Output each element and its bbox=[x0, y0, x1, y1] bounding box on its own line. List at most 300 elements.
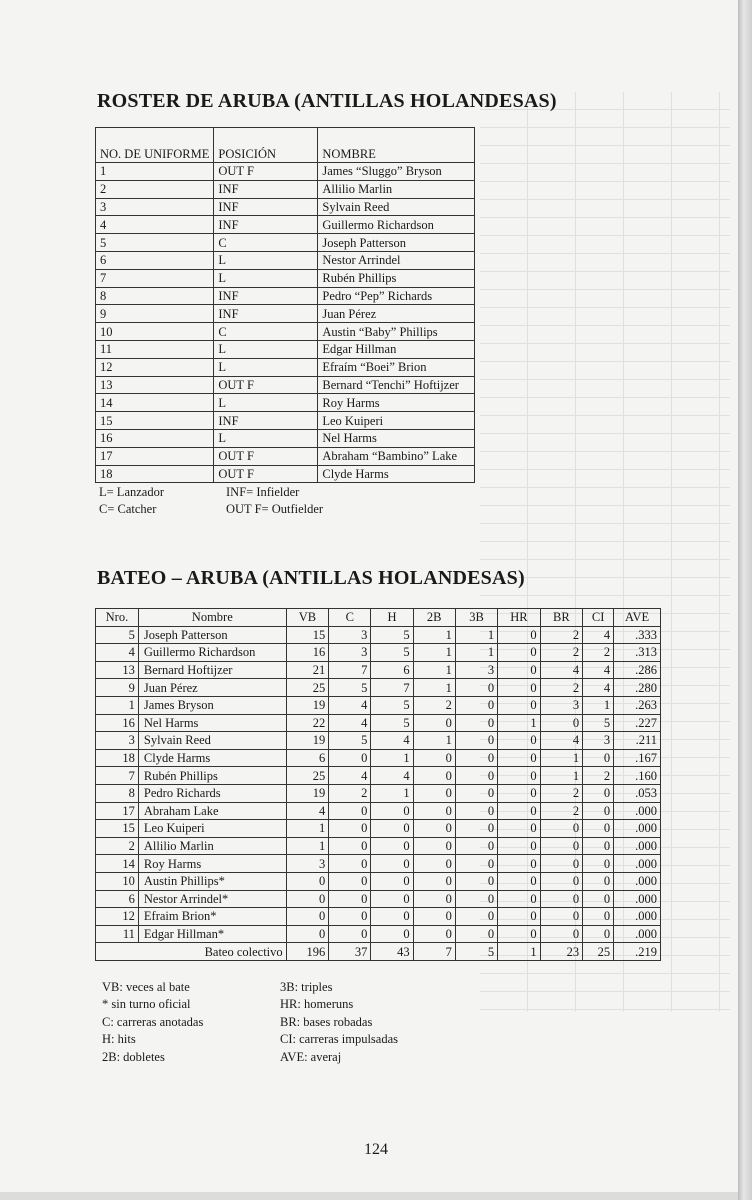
bateo-cell: .000 bbox=[614, 802, 661, 820]
roster-cell-nombre: Nestor Arrindel bbox=[318, 251, 475, 269]
bateo-cell: 0 bbox=[498, 767, 541, 785]
bateo-cell-nombre: Abraham Lake bbox=[138, 802, 286, 820]
roster-cell-posicion: INF bbox=[214, 412, 318, 430]
roster-cell-uniforme: 3 bbox=[96, 198, 214, 216]
roster-cell-posicion: INF bbox=[214, 198, 318, 216]
bateo-body bbox=[96, 626, 661, 960]
bateo-cell: 16 bbox=[286, 644, 329, 662]
bateo-cell: 7 bbox=[96, 767, 139, 785]
bateo-cell: 0 bbox=[498, 661, 541, 679]
bateo-cell: 17 bbox=[96, 802, 139, 820]
bateo-cell: 1 bbox=[413, 626, 455, 644]
roster-cell-uniforme: 6 bbox=[96, 251, 214, 269]
roster-cell-posicion: L bbox=[214, 340, 318, 358]
bateo-row bbox=[96, 626, 661, 644]
roster-row bbox=[96, 234, 475, 252]
roster-row bbox=[96, 465, 475, 483]
roster-row bbox=[96, 429, 475, 447]
roster-cell-uniforme: 15 bbox=[96, 412, 214, 430]
roster-cell-nombre: Leo Kuiperi bbox=[318, 412, 475, 430]
bateo-cell: 0 bbox=[455, 767, 497, 785]
bateo-cell: 0 bbox=[498, 908, 541, 926]
roster-cell-posicion: L bbox=[214, 251, 318, 269]
roster-cell-posicion: OUT F bbox=[214, 376, 318, 394]
roster-cell-nombre: Rubén Phillips bbox=[318, 269, 475, 287]
bateo-cell: 4 bbox=[583, 679, 614, 697]
bateo-cell: .000 bbox=[614, 890, 661, 908]
roster-row bbox=[96, 340, 475, 358]
bateo-cell: 1 bbox=[413, 661, 455, 679]
bateo-cell: 0 bbox=[455, 714, 497, 732]
roster-cell-nombre: Pedro “Pep” Richards bbox=[318, 287, 475, 305]
bateo-cell: 0 bbox=[371, 890, 413, 908]
bateo-total-cell: 37 bbox=[329, 943, 371, 961]
bateo-header-cell: H bbox=[371, 609, 413, 627]
bateo-cell: 0 bbox=[540, 837, 582, 855]
bateo-cell: 4 bbox=[286, 802, 329, 820]
bateo-cell-nombre: Austin Phillips* bbox=[138, 872, 286, 890]
bateo-cell: .053 bbox=[614, 784, 661, 802]
bateo-row bbox=[96, 872, 661, 890]
bateo-cell: 0 bbox=[413, 820, 455, 838]
bateo-cell: 0 bbox=[413, 767, 455, 785]
bateo-cell: 6 bbox=[371, 661, 413, 679]
bateo-row bbox=[96, 908, 661, 926]
bateo-cell: 0 bbox=[371, 820, 413, 838]
bateo-cell: 3 bbox=[329, 644, 371, 662]
bateo-cell: 0 bbox=[583, 908, 614, 926]
bateo-cell: 1 bbox=[540, 749, 582, 767]
legend-item: H: hits bbox=[102, 1032, 136, 1047]
bateo-cell: 1 bbox=[498, 714, 541, 732]
bateo-cell-nombre: Roy Harms bbox=[138, 855, 286, 873]
bateo-cell: 0 bbox=[583, 802, 614, 820]
roster-cell-posicion: INF bbox=[214, 216, 318, 234]
bateo-cell: 0 bbox=[583, 784, 614, 802]
bateo-cell: 0 bbox=[329, 890, 371, 908]
bateo-cell: 0 bbox=[329, 802, 371, 820]
bateo-cell: 2 bbox=[329, 784, 371, 802]
bateo-cell: .000 bbox=[614, 872, 661, 890]
bateo-cell: 0 bbox=[498, 820, 541, 838]
bateo-row bbox=[96, 644, 661, 662]
bateo-cell: 2 bbox=[413, 696, 455, 714]
bateo-cell: 0 bbox=[540, 908, 582, 926]
roster-row bbox=[96, 180, 475, 198]
bateo-total-label: Bateo colectivo bbox=[96, 943, 287, 961]
bateo-cell: 1 bbox=[455, 626, 497, 644]
bateo-cell: 19 bbox=[286, 696, 329, 714]
roster-cell-nombre: Joseph Patterson bbox=[318, 234, 475, 252]
roster-cell-nombre: Allilio Marlin bbox=[318, 180, 475, 198]
bateo-cell: 0 bbox=[498, 696, 541, 714]
bateo-cell: 4 bbox=[371, 732, 413, 750]
roster-row bbox=[96, 287, 475, 305]
bateo-cell: 0 bbox=[583, 872, 614, 890]
bateo-cell: 5 bbox=[329, 732, 371, 750]
bateo-cell: 0 bbox=[413, 855, 455, 873]
legend-item: C: carreras anotadas bbox=[102, 1014, 204, 1029]
bateo-cell: 4 bbox=[583, 661, 614, 679]
roster-cell-uniforme: 9 bbox=[96, 305, 214, 323]
bateo-cell: 1 bbox=[413, 644, 455, 662]
bateo-cell: 22 bbox=[286, 714, 329, 732]
roster-title: ROSTER DE ARUBA (ANTILLAS HOLANDESAS) bbox=[97, 90, 557, 112]
roster-cell-nombre: Clyde Harms bbox=[318, 465, 475, 483]
roster-cell-nombre: Guillermo Richardson bbox=[318, 216, 475, 234]
bateo-cell: 0 bbox=[498, 837, 541, 855]
legend-item: HR: homeruns bbox=[280, 997, 354, 1012]
bateo-cell: 1 bbox=[583, 696, 614, 714]
roster-cell-uniforme: 2 bbox=[96, 180, 214, 198]
bateo-cell: 2 bbox=[540, 626, 582, 644]
bateo-row bbox=[96, 749, 661, 767]
bateo-total-cell: 25 bbox=[583, 943, 614, 961]
bateo-cell: 0 bbox=[540, 925, 582, 943]
bateo-cell: 1 bbox=[371, 784, 413, 802]
bateo-title: BATEO – ARUBA (ANTILLAS HOLANDESAS) bbox=[97, 567, 525, 589]
roster-cell-posicion: L bbox=[214, 358, 318, 376]
bateo-cell-nombre: Guillermo Richardson bbox=[138, 644, 286, 662]
bateo-row bbox=[96, 837, 661, 855]
bateo-row bbox=[96, 802, 661, 820]
bateo-cell: 0 bbox=[413, 890, 455, 908]
bateo-cell: 0 bbox=[583, 749, 614, 767]
roster-row bbox=[96, 394, 475, 412]
bateo-cell: 0 bbox=[498, 890, 541, 908]
bateo-header-cell: 2B bbox=[413, 609, 455, 627]
bateo-cell: 8 bbox=[96, 784, 139, 802]
bateo-cell: .286 bbox=[614, 661, 661, 679]
bateo-legend-right bbox=[280, 979, 398, 1066]
bateo-total-row bbox=[96, 943, 661, 961]
bateo-header-cell: AVE bbox=[614, 609, 661, 627]
bateo-cell: 2 bbox=[583, 644, 614, 662]
bateo-cell-nombre: Clyde Harms bbox=[138, 749, 286, 767]
bateo-cell-nombre: Nel Harms bbox=[138, 714, 286, 732]
roster-body bbox=[96, 163, 475, 483]
bateo-cell: 0 bbox=[371, 855, 413, 873]
bateo-cell-nombre: Leo Kuiperi bbox=[138, 820, 286, 838]
roster-cell-posicion: L bbox=[214, 429, 318, 447]
bateo-cell: 0 bbox=[498, 644, 541, 662]
bateo-cell: 0 bbox=[583, 837, 614, 855]
roster-cell-posicion: L bbox=[214, 269, 318, 287]
bateo-cell: 16 bbox=[96, 714, 139, 732]
bateo-cell: 0 bbox=[540, 872, 582, 890]
legend-item: BR: bases robadas bbox=[280, 1014, 373, 1029]
roster-cell-nombre: Juan Pérez bbox=[318, 305, 475, 323]
roster-cell-uniforme: 1 bbox=[96, 163, 214, 181]
bateo-row bbox=[96, 679, 661, 697]
bateo-cell: 2 bbox=[540, 644, 582, 662]
bateo-cell: .000 bbox=[614, 855, 661, 873]
bateo-cell: 3 bbox=[329, 626, 371, 644]
page-number: 124 bbox=[364, 1141, 388, 1158]
roster-table bbox=[95, 127, 475, 483]
roster-cell-nombre: Roy Harms bbox=[318, 394, 475, 412]
bateo-cell: 5 bbox=[371, 626, 413, 644]
bateo-cell: 0 bbox=[540, 714, 582, 732]
bateo-cell: .000 bbox=[614, 908, 661, 926]
roster-cell-nombre: Nel Harms bbox=[318, 429, 475, 447]
bateo-cell: 3 bbox=[583, 732, 614, 750]
bateo-cell: 0 bbox=[498, 749, 541, 767]
bateo-cell: 0 bbox=[455, 872, 497, 890]
roster-cell-posicion: OUT F bbox=[214, 447, 318, 465]
roster-cell-uniforme: 11 bbox=[96, 340, 214, 358]
bateo-header-cell: Nro. bbox=[96, 609, 139, 627]
bateo-cell: 0 bbox=[540, 890, 582, 908]
bateo-cell: 3 bbox=[286, 855, 329, 873]
bateo-cell: 5 bbox=[371, 644, 413, 662]
roster-row bbox=[96, 198, 475, 216]
bateo-cell: 2 bbox=[96, 837, 139, 855]
bateo-cell: 7 bbox=[371, 679, 413, 697]
bateo-cell: 0 bbox=[455, 837, 497, 855]
legend-item: L= Lanzador bbox=[99, 485, 165, 499]
bateo-cell: 0 bbox=[455, 732, 497, 750]
roster-row bbox=[96, 305, 475, 323]
bateo-cell: 2 bbox=[540, 802, 582, 820]
bateo-cell-nombre: Edgar Hillman* bbox=[138, 925, 286, 943]
bateo-cell: 4 bbox=[583, 626, 614, 644]
roster-cell-uniforme: 12 bbox=[96, 358, 214, 376]
bateo-cell: 13 bbox=[96, 661, 139, 679]
roster-cell-nombre: Bernard “Tenchi” Hoftijzer bbox=[318, 376, 475, 394]
bateo-cell: 2 bbox=[540, 679, 582, 697]
bateo-cell: 0 bbox=[413, 802, 455, 820]
bateo-cell: 0 bbox=[455, 925, 497, 943]
roster-cell-uniforme: 16 bbox=[96, 429, 214, 447]
bateo-row bbox=[96, 925, 661, 943]
roster-cell-uniforme: 5 bbox=[96, 234, 214, 252]
bateo-cell: 4 bbox=[540, 661, 582, 679]
bateo-cell: .167 bbox=[614, 749, 661, 767]
roster-cell-uniforme: 7 bbox=[96, 269, 214, 287]
bateo-cell: 1 bbox=[286, 837, 329, 855]
roster-row bbox=[96, 412, 475, 430]
bateo-total-cell: 1 bbox=[498, 943, 541, 961]
roster-cell-posicion: OUT F bbox=[214, 163, 318, 181]
bateo-cell: 0 bbox=[498, 679, 541, 697]
bateo-cell-nombre: Rubén Phillips bbox=[138, 767, 286, 785]
bateo-legend-left bbox=[102, 979, 203, 1066]
bateo-cell-nombre: Joseph Patterson bbox=[138, 626, 286, 644]
bateo-cell: 4 bbox=[96, 644, 139, 662]
page-edge bbox=[738, 0, 752, 1200]
bateo-cell: 0 bbox=[455, 820, 497, 838]
bateo-cell: 4 bbox=[371, 767, 413, 785]
bateo-cell: 0 bbox=[583, 855, 614, 873]
bateo-cell: 0 bbox=[413, 908, 455, 926]
roster-cell-uniforme: 13 bbox=[96, 376, 214, 394]
bateo-cell: .280 bbox=[614, 679, 661, 697]
bateo-row bbox=[96, 732, 661, 750]
legend-item: INF= Infielder bbox=[226, 485, 300, 499]
roster-header-row bbox=[96, 128, 475, 163]
bateo-cell: 1 bbox=[455, 644, 497, 662]
roster-cell-posicion: C bbox=[214, 323, 318, 341]
bateo-cell: 0 bbox=[540, 820, 582, 838]
bateo-cell: 5 bbox=[329, 679, 371, 697]
bateo-cell: 0 bbox=[540, 855, 582, 873]
bateo-cell: 21 bbox=[286, 661, 329, 679]
roster-cell-nombre: Austin “Baby” Phillips bbox=[318, 323, 475, 341]
legend-item: * sin turno oficial bbox=[102, 997, 191, 1012]
bateo-cell: 1 bbox=[371, 749, 413, 767]
bateo-cell-nombre: Allilio Marlin bbox=[138, 837, 286, 855]
bateo-total-cell: 196 bbox=[286, 943, 329, 961]
bateo-cell: 0 bbox=[329, 820, 371, 838]
bateo-cell: 5 bbox=[371, 714, 413, 732]
bateo-cell: 0 bbox=[455, 802, 497, 820]
bateo-cell: 0 bbox=[286, 908, 329, 926]
bateo-cell: 0 bbox=[455, 784, 497, 802]
bateo-cell: 9 bbox=[96, 679, 139, 697]
bateo-cell: 1 bbox=[540, 767, 582, 785]
bateo-cell-nombre: Juan Pérez bbox=[138, 679, 286, 697]
roster-cell-uniforme: 10 bbox=[96, 323, 214, 341]
bateo-cell: .000 bbox=[614, 925, 661, 943]
bateo-cell: 5 bbox=[583, 714, 614, 732]
bateo-cell: 0 bbox=[413, 714, 455, 732]
bateo-total-cell: 23 bbox=[540, 943, 582, 961]
bateo-cell: .313 bbox=[614, 644, 661, 662]
bateo-cell: 12 bbox=[96, 908, 139, 926]
bateo-cell: 15 bbox=[96, 820, 139, 838]
legend-item: CI: carreras impulsadas bbox=[280, 1032, 399, 1047]
bateo-cell: 25 bbox=[286, 679, 329, 697]
bateo-header-cell: BR bbox=[540, 609, 582, 627]
roster-cell-uniforme: 4 bbox=[96, 216, 214, 234]
legend-item: C= Catcher bbox=[99, 502, 157, 516]
roster-legend-right bbox=[226, 484, 323, 518]
roster-cell-nombre: Sylvain Reed bbox=[318, 198, 475, 216]
bateo-cell-nombre: Sylvain Reed bbox=[138, 732, 286, 750]
bateo-cell: 0 bbox=[413, 925, 455, 943]
bateo-cell: 0 bbox=[329, 925, 371, 943]
bateo-cell: 5 bbox=[96, 626, 139, 644]
bateo-cell: 0 bbox=[498, 626, 541, 644]
bateo-cell: 2 bbox=[540, 784, 582, 802]
bateo-cell: .211 bbox=[614, 732, 661, 750]
bateo-cell: 2 bbox=[583, 767, 614, 785]
bateo-cell: 0 bbox=[498, 855, 541, 873]
bateo-cell: 0 bbox=[455, 855, 497, 873]
roster-legend-left bbox=[99, 484, 164, 518]
roster-row bbox=[96, 323, 475, 341]
bateo-cell: 0 bbox=[498, 732, 541, 750]
roster-header-uniforme: NO. DE UNIFORME bbox=[96, 128, 214, 163]
bateo-header-cell: HR bbox=[498, 609, 541, 627]
bateo-cell: 0 bbox=[286, 890, 329, 908]
roster-cell-nombre: Edgar Hillman bbox=[318, 340, 475, 358]
roster-row bbox=[96, 358, 475, 376]
bateo-cell: 0 bbox=[413, 749, 455, 767]
bateo-row bbox=[96, 890, 661, 908]
bateo-cell: 4 bbox=[540, 732, 582, 750]
bateo-cell: 1 bbox=[413, 679, 455, 697]
bateo-cell-nombre: Efraim Brion* bbox=[138, 908, 286, 926]
roster-cell-uniforme: 17 bbox=[96, 447, 214, 465]
roster-row bbox=[96, 216, 475, 234]
bateo-cell: 3 bbox=[455, 661, 497, 679]
bateo-cell: 4 bbox=[329, 767, 371, 785]
bateo-cell: 4 bbox=[329, 714, 371, 732]
bateo-cell: 0 bbox=[413, 872, 455, 890]
bateo-row bbox=[96, 855, 661, 873]
bateo-cell: 0 bbox=[583, 820, 614, 838]
roster-cell-posicion: INF bbox=[214, 305, 318, 323]
bateo-cell: 5 bbox=[371, 696, 413, 714]
bateo-cell: .227 bbox=[614, 714, 661, 732]
roster-cell-posicion: L bbox=[214, 394, 318, 412]
bateo-row bbox=[96, 714, 661, 732]
bateo-total-cell: 5 bbox=[455, 943, 497, 961]
bateo-cell: 6 bbox=[96, 890, 139, 908]
bateo-header-cell: VB bbox=[286, 609, 329, 627]
bateo-row bbox=[96, 696, 661, 714]
bateo-cell: 0 bbox=[455, 908, 497, 926]
bateo-cell: 0 bbox=[413, 784, 455, 802]
bateo-cell: 18 bbox=[96, 749, 139, 767]
roster-cell-posicion: INF bbox=[214, 287, 318, 305]
bateo-row bbox=[96, 784, 661, 802]
bateo-cell: 0 bbox=[371, 802, 413, 820]
bateo-cell: 0 bbox=[583, 925, 614, 943]
roster-cell-nombre: James “Sluggo” Bryson bbox=[318, 163, 475, 181]
bateo-cell-nombre: Pedro Richards bbox=[138, 784, 286, 802]
bateo-cell: 0 bbox=[329, 872, 371, 890]
bateo-cell: 11 bbox=[96, 925, 139, 943]
bateo-cell: 7 bbox=[329, 661, 371, 679]
bateo-cell: 0 bbox=[371, 908, 413, 926]
bateo-cell: 0 bbox=[583, 890, 614, 908]
roster-cell-nombre: Abraham “Bambino” Lake bbox=[318, 447, 475, 465]
bateo-header-cell: C bbox=[329, 609, 371, 627]
roster-cell-nombre: Efraím “Boei” Brion bbox=[318, 358, 475, 376]
bateo-cell: 0 bbox=[455, 696, 497, 714]
bateo-header-cell: CI bbox=[583, 609, 614, 627]
bateo-cell: 0 bbox=[413, 837, 455, 855]
bateo-cell: 0 bbox=[498, 784, 541, 802]
roster-cell-uniforme: 14 bbox=[96, 394, 214, 412]
bateo-cell: 0 bbox=[371, 872, 413, 890]
legend-item: AVE: averaj bbox=[280, 1049, 342, 1064]
bateo-cell-nombre: Bernard Hoftijzer bbox=[138, 661, 286, 679]
roster-header-nombre: NOMBRE bbox=[318, 128, 475, 163]
bateo-cell: 0 bbox=[329, 855, 371, 873]
bateo-cell: 0 bbox=[329, 749, 371, 767]
bateo-cell: .160 bbox=[614, 767, 661, 785]
bateo-cell: 0 bbox=[286, 925, 329, 943]
roster-row bbox=[96, 269, 475, 287]
bateo-cell: .000 bbox=[614, 837, 661, 855]
roster-cell-posicion: C bbox=[214, 234, 318, 252]
legend-item: OUT F= Outfielder bbox=[226, 502, 324, 516]
bateo-header-cell: 3B bbox=[455, 609, 497, 627]
bateo-cell: 0 bbox=[498, 802, 541, 820]
roster-row bbox=[96, 376, 475, 394]
bateo-cell: 25 bbox=[286, 767, 329, 785]
bateo-cell: 3 bbox=[540, 696, 582, 714]
bateo-total-cell: .219 bbox=[614, 943, 661, 961]
roster-row bbox=[96, 163, 475, 181]
bateo-cell-nombre: James Bryson bbox=[138, 696, 286, 714]
roster-cell-uniforme: 8 bbox=[96, 287, 214, 305]
roster-cell-posicion: INF bbox=[214, 180, 318, 198]
